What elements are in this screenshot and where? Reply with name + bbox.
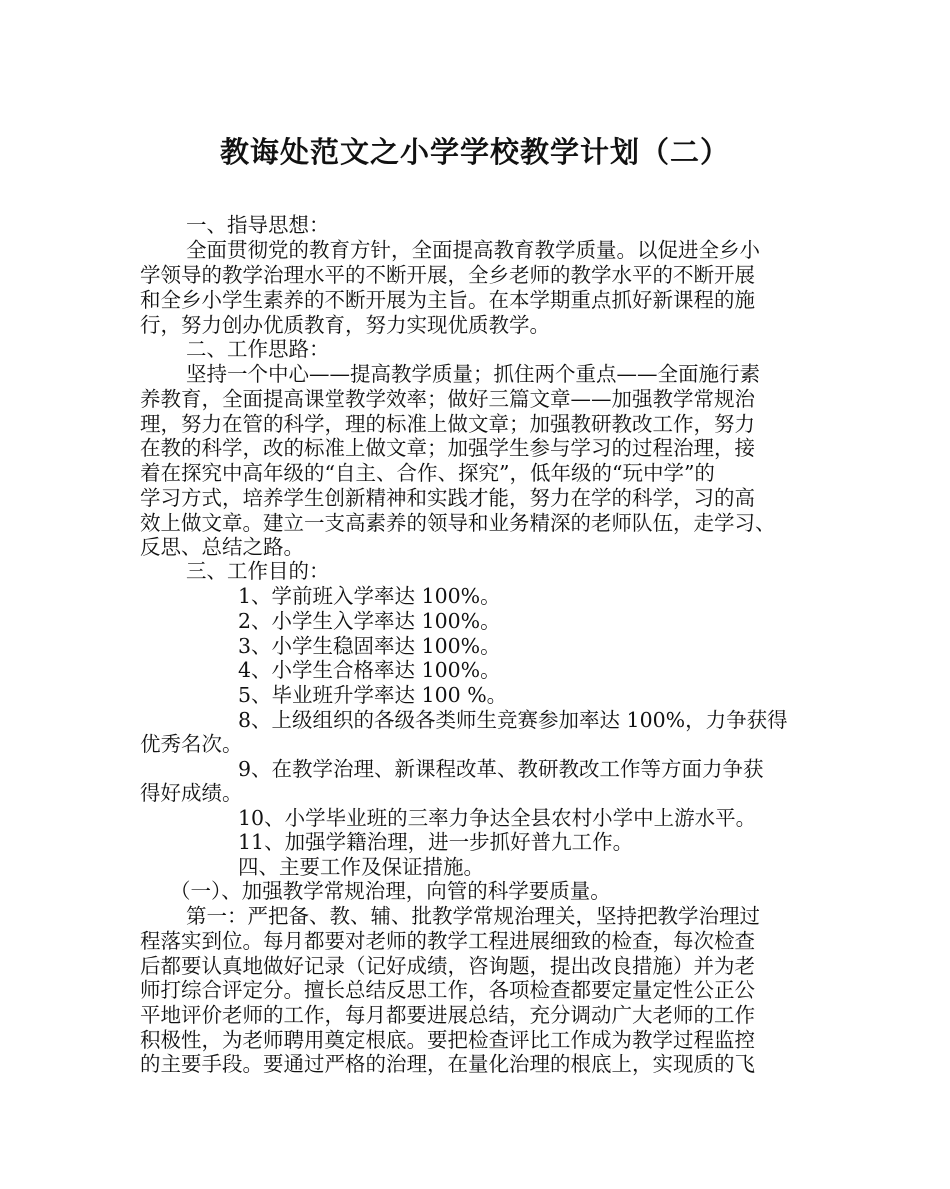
goal-item: 4、小学生合格率达 100%。 <box>238 658 501 682</box>
paragraph-line: 优秀名次。 <box>140 732 243 756</box>
paragraph-line: 全面贯彻党的教育方针，全面提高教育教学质量。以促进全乡小 <box>186 238 760 262</box>
goal-item: 9、在教学治理、新课程改革、教研教改工作等方面力争获 <box>238 757 764 781</box>
paragraph-line: 在教的科学，改的标准上做文章；加强学生参与学习的过程治理，接 <box>140 436 755 460</box>
goal-item: 3、小学生稳固率达 100%。 <box>238 634 501 658</box>
paragraph-line: 养教育，全面提高课堂教学效率；做好三篇文章——加强教学常规治 <box>140 387 755 411</box>
goal-item: 11、加强学籍治理，进一步抓好普九工作。 <box>238 830 634 854</box>
section-heading-3: 三、工作目的： <box>186 559 330 583</box>
paragraph-line: 学领导的教学治理水平的不断开展，全乡老师的教学水平的不断开展 <box>140 263 755 287</box>
paragraph-line: 行，努力创办优质教育，努力实现优质教学。 <box>140 313 550 337</box>
goal-item: 8、上级组织的各级各类师生竞赛参加率达 100%，力争获得 <box>238 708 788 732</box>
section-heading-4: 四、主要工作及保证措施。 <box>238 855 484 879</box>
goal-item: 10、小学毕业班的三率力争达全县农村小学中上游水平。 <box>238 806 757 830</box>
goal-item: 5、毕业班升学率达 100 %。 <box>238 683 508 707</box>
paragraph-line: 的主要手段。要通过严格的治理，在量化治理的根底上，实现质的飞 <box>140 1052 755 1076</box>
goal-item: 2、小学生入学率达 100%。 <box>238 609 501 633</box>
paragraph-line: 理，努力在管的科学，理的标准上做文章；加强教研教改工作，努力 <box>140 412 755 436</box>
paragraph-line: 着在探究中高年级的“自主、合作、探究”，低年级的“玩中学”的 <box>140 461 715 485</box>
paragraph-line: 积极性，为老师聘用奠定根底。要把检查评比工作成为教学过程监控 <box>140 1028 755 1052</box>
paragraph-line: 效上做文章。建立一支高素养的领导和业务精深的老师队伍，走学习、 <box>140 511 776 535</box>
paragraph-line: 第一：严把备、教、辅、批教学常规治理关，坚持把教学治理过 <box>186 904 760 928</box>
paragraph-line: 师打综合评定分。擅长总结反思工作，各项检查都要定量定性公正公 <box>140 978 755 1002</box>
paragraph-line: 坚持一个中心——提高教学质量；抓住两个重点——全面施行素 <box>186 362 760 386</box>
paragraph-line: 和全乡小学生素养的不断开展为主旨。在本学期重点抓好新课程的施 <box>140 288 755 312</box>
paragraph-line: 程落实到位。每月都要对老师的教学工程进展细致的检查，每次检查 <box>140 929 755 953</box>
paragraph-line: 平地评价老师的工作，每月都要进展总结，充分调动广大老师的工作 <box>140 1003 755 1027</box>
paragraph-line: 反思、总结之路。 <box>140 535 304 559</box>
paragraph-line: 学习方式，培养学生创新精神和实践才能，努力在学的科学，习的高 <box>140 486 755 510</box>
section-heading-2: 二、工作思路： <box>186 337 330 361</box>
goal-item: 1、学前班入学率达 100%。 <box>238 584 501 608</box>
document-title: 教诲处范文之小学学校教学计划（二） <box>219 135 730 169</box>
paragraph-line: 后都要认真地做好记录（记好成绩，咨询题，提出改良措施）并为老 <box>140 954 755 978</box>
section-heading-1: 一、指导思想： <box>186 213 330 237</box>
subsection-heading: （一）、加强教学常规治理，向管的科学要质量。 <box>170 879 611 903</box>
paragraph-line: 得好成绩。 <box>140 781 243 805</box>
